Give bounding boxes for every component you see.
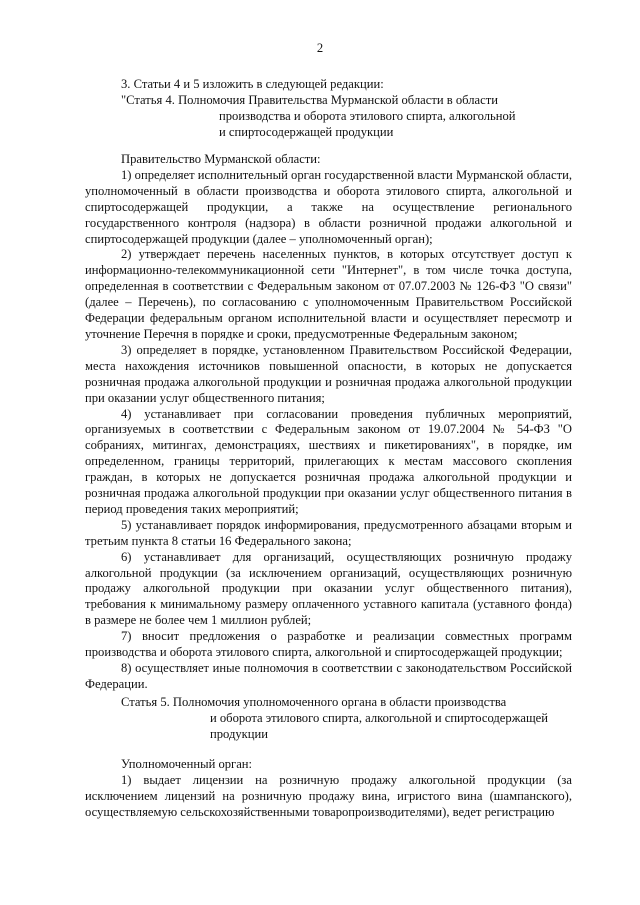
article5-item-1: 1) выдает лицензии на розничную продажу алкогольной продукции (за исключением лицензий на розничную продажу вина, игристого вина (шампанского), осуществляемую сельскохозяйственными товаропроизводителями), ведет регистрацию: [85, 772, 572, 819]
article4-item-3: 3) определяет в порядке, установленном Правительством Российской Федерации, места нахождения источников повышенной опасности, в которых не допускается розничная продажа алкогольной продукции и розничная продажа алкогольной продукции при оказании услуг общественного питания;: [85, 342, 572, 405]
article4-lead: Правительство Мурманской области:: [121, 152, 321, 166]
article4-item-7: 7) вносит предложения о разработке и реализации совместных программ производства и оборота этилового спирта, алкогольной и спиртосодержащей продукции;: [85, 629, 572, 660]
article4-heading-line3: и спиртосодержащей продукции: [219, 124, 394, 139]
page-number: 2: [316, 41, 324, 55]
article4-item-4: 4) устанавливает при согласовании проведения публичных мероприятий, организуемых в соответствии с Федеральным законом от 19.07.2004 № 54-ФЗ "О собраниях, митингах, демонстрациях, шествиях и пикетированиях", в порядке, им определенном, границы территорий, прилегающих к местам массового скопления граждан, в которых не допускается розничная продажа алкогольной продукции и розничная продажа алкогольной продукции при оказании услуг общественного питания в период проведения таких мероприятий;: [85, 406, 572, 516]
article4-item-2: 2) утверждает перечень населенных пунктов, в которых отсутствует доступ к информационно-телекоммуникационной сети "Интернет", в том числе точка доступа, определенная в соответствии с Федеральным законом от 07.07.2003 № 126-ФЗ "О связи" (далее – Перечень), по согласованию с уполномоченным Правительством Российской Федерации федеральным органом исполнительной власти и осуществляет пересмотр и уточнение Перечня в порядке и сроки, предусмотренные Федеральным законом;: [85, 247, 572, 341]
article4-item-1: 1) определяет исполнительный орган государственной власти Мурманской области, уполномоченный в области производства и оборота этилового спирта, алкогольной и спиртосодержащей продукции, а также на осуществление регионального государственного контроля (надзора) в области розничной продажи алкогольной и спиртосодержащей продукции (далее – уполномоченный орган);: [85, 167, 572, 246]
amendment-intro: 3. Статьи 4 и 5 изложить в следующей редакции:: [121, 77, 384, 91]
article5-body: [85, 757, 572, 821]
article5-lead: Уполномоченный орган:: [121, 757, 253, 771]
article5-heading-line2: и оборота этилового спирта, алкогольной и спиртосодержащей: [210, 710, 549, 725]
article4-heading-line2: производства и оборота этилового спирта, алкогольной: [219, 108, 516, 123]
article4-heading: [85, 93, 572, 141]
article4-heading-line1: "Статья 4. Полномочия Правительства Мурманской области в области: [121, 92, 498, 107]
article5-heading-line1: Статья 5. Полномочия уполномоченного органа в области производства: [121, 695, 507, 709]
article4-item-5: 5) устанавливает порядок информирования, предусмотренного абзацами вторым и третьим пункта 8 статьи 16 Федерального закона;: [85, 517, 572, 548]
amendment-intro-block: [85, 77, 572, 141]
article4-body: [85, 152, 572, 693]
article4-item-8: 8) осуществляет иные полномочия в соответствии с законодательством Российской Федерации.: [85, 661, 572, 691]
article5-heading: [85, 695, 572, 743]
article4-item-6: 6) устанавливает для организаций, осуществляющих розничную продажу алкогольной продукции (за исключением организаций, осуществляющих розничную продажу алкогольной продукции при оказании услуг общественного питания), требования к минимальному размеру оплаченного уставного капитала (уставного фонда) в размере не более чем 1 миллион рублей;: [85, 549, 572, 628]
article5-heading-line3: продукции: [210, 726, 269, 741]
